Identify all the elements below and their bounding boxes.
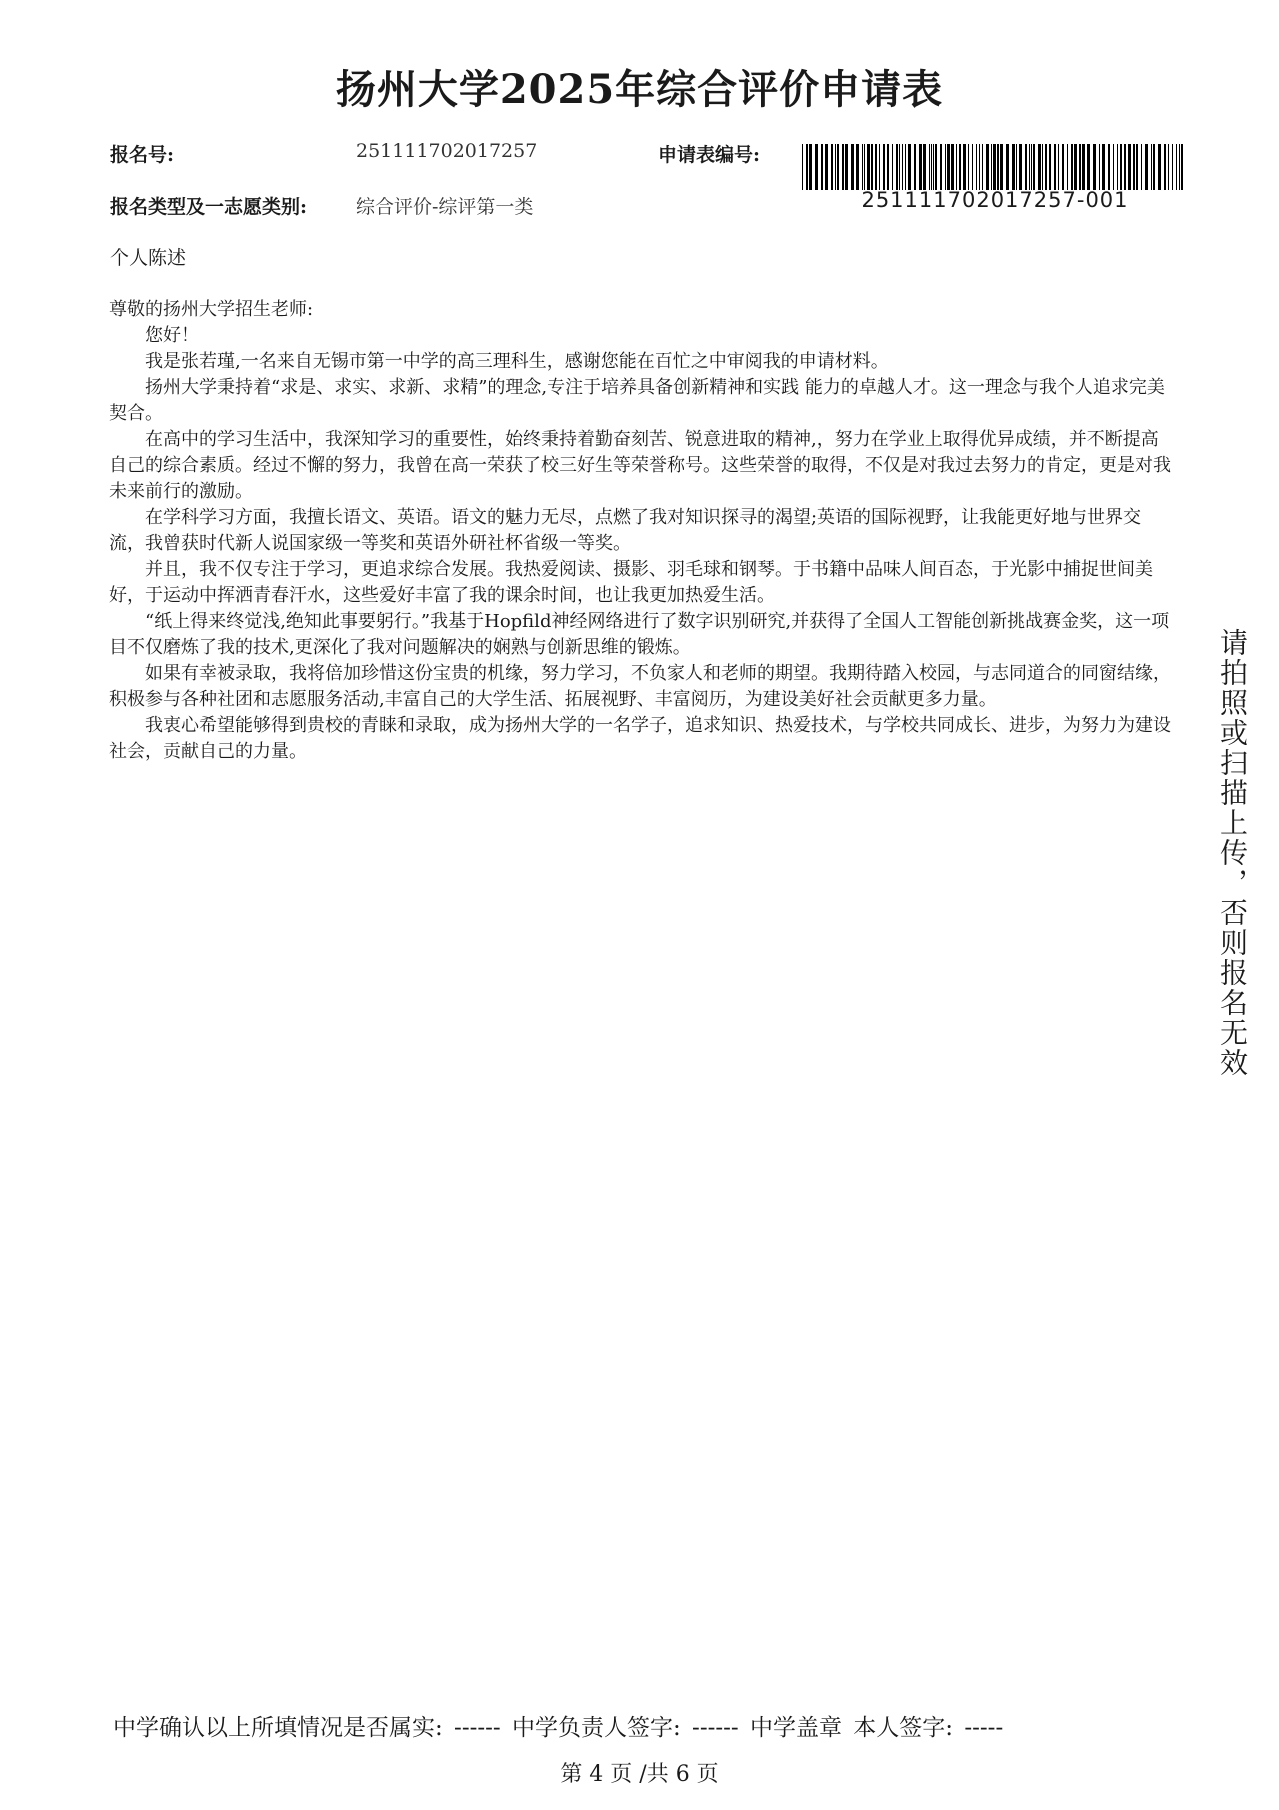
letter-paragraph: 扬州大学秉持着“求是、求实、求新、求精”的理念,专注于培养具备创新精神和实践 能力的卓越人才。这一理念与我个人追求完美契合。 — [109, 377, 1165, 424]
page-number: 第 4 页 /共 6 页 — [560, 1762, 719, 1787]
barcode-number: 251111702017257-001 — [861, 188, 1129, 212]
letter-paragraph: 我衷心希望能够得到贵校的青睐和录取，成为扬州大学的一名学子，追求知识、热爱技术，与学校共同成长、进步，为努力为建设社会，贡献自己的力量。 — [109, 715, 1171, 762]
application-type-label: 报名类型及一志愿类别: — [110, 196, 308, 218]
letter-paragraph: 您好！ — [145, 325, 199, 346]
confirmation-line: 中学确认以上所填情况是否属实: ------ 中学负责人签字: ------ 中学盖章 本人签字: ----- — [113, 1715, 1004, 1741]
letter-paragraph: 并且，我不仅专注于学习，更追求综合发展。我热爱阅读、摄影、羽毛球和钢琴。于书籍中品味人间百态，于光影中捕捉世间美好，于运动中挥洒青春汗水，这些爱好丰富了我的课余时间，也让我更加热爱生活。 — [109, 559, 1153, 606]
letter-paragraph: 在高中的学习生活中，我深知学习的重要性，始终秉持着勤奋刻苦、锐意进取的精神,，努力在学业上取得优异成绩，并不断提高自己的综合素质。经过不懈的努力，我曾在高一荣获了校三好生等荣誉称号。这些荣誉的取得，不仅是对我过去努力的肯定，更是对我未来前行的激励。 — [109, 429, 1171, 502]
personal-statement — [109, 297, 1174, 765]
registration-number-label: 报名号: — [110, 144, 175, 166]
upload-notice: 请拍照或扫描上传，否则报名无效 — [1216, 628, 1249, 1078]
barcode — [802, 144, 1188, 190]
form-title: 扬州大学2025年综合评价申请表 — [335, 66, 944, 113]
registration-number-value: 251111702017257 — [356, 140, 538, 162]
letter-paragraph: “纸上得来终觉浅,绝知此事要躬行。”我基于Hopfild神经网络进行了数字识别研究,并获得了全国人工智能创新挑战赛金奖，这一项目不仅磨炼了我的技术,更深化了我对问题解决的娴熟与创新思维的锻炼。 — [109, 611, 1170, 658]
application-type-value: 综合评价-综评第一类 — [356, 196, 534, 218]
form-number-label: 申请表编号: — [658, 144, 761, 166]
letter-salutation: 尊敬的扬州大学招生老师: — [109, 299, 314, 320]
section-title: 个人陈述 — [110, 247, 187, 269]
letter-paragraph: 在学科学习方面，我擅长语文、英语。语文的魅力无尽，点燃了我对知识探寻的渴望;英语的国际视野，让我能更好地与世界交流，我曾获时代新人说国家级一等奖和英语外研社杯省级一等奖。 — [109, 507, 1142, 554]
letter-paragraph: 我是张若瑾,一名来自无锡市第一中学的高三理科生，感谢您能在百忙之中审阅我的申请材料。 — [145, 351, 889, 372]
letter-paragraph: 如果有幸被录取，我将倍加珍惜这份宝贵的机缘，努力学习，不负家人和老师的期望。我期待踏入校园，与志同道合的同窗结缘，积极参与各种社团和志愿服务活动,丰富自己的大学生活、拓展视野、丰富阅历，为建设美好社会贡献更多力量。 — [109, 663, 1171, 710]
